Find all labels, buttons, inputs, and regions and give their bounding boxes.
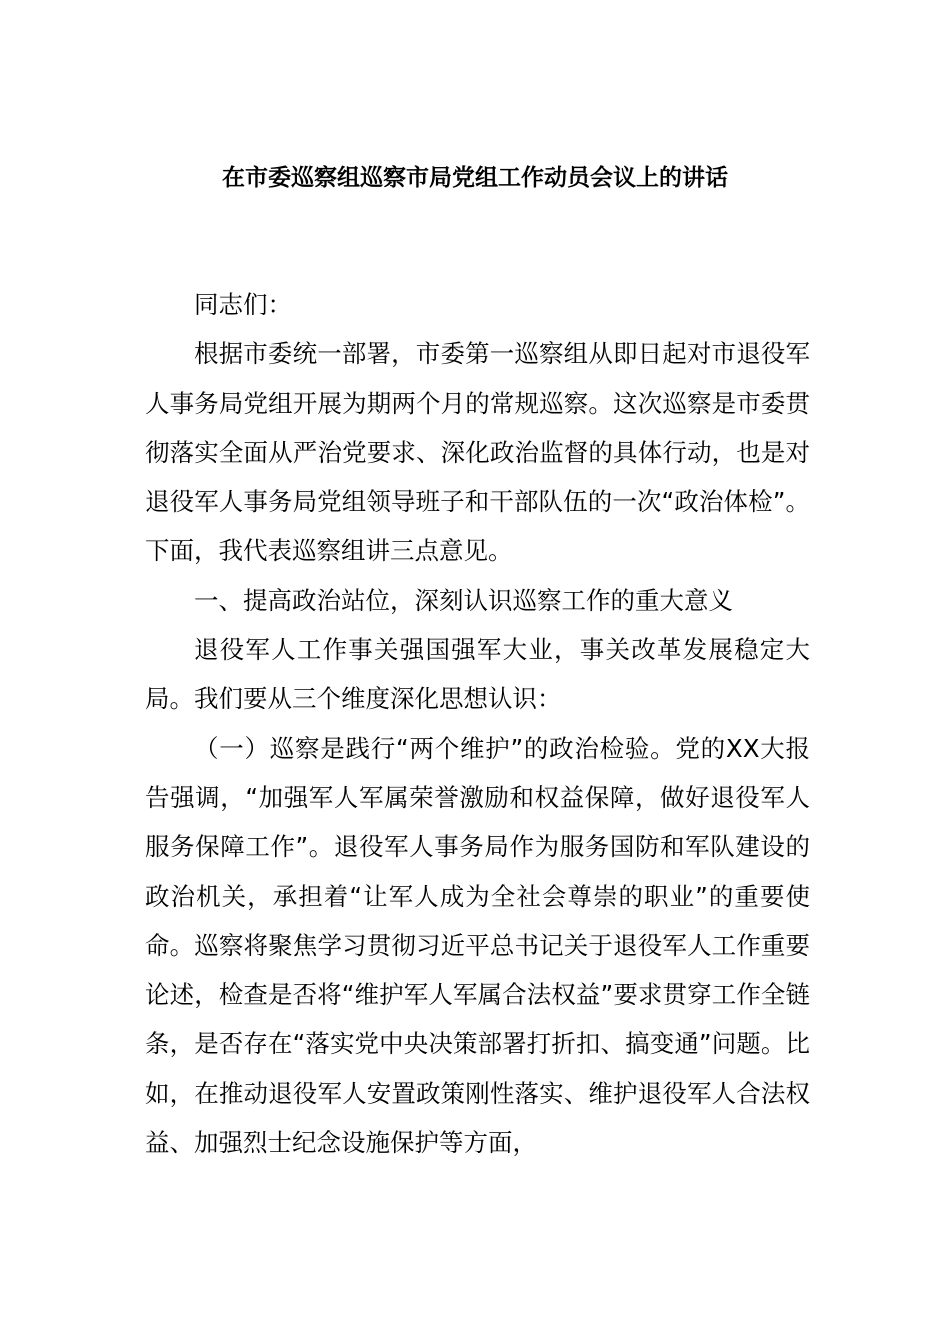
document-title: 在市委巡察组巡察市局党组工作动员会议上的讲话 (222, 165, 728, 191)
paragraph-section-1-intro: 退役军人工作事关强国强军大业，事关改革发展稳定大局。我们要从三个维度深化思想认识： (145, 635, 810, 714)
section-heading-1: 一、提高政治站位，深刻认识巡察工作的重大意义 (194, 585, 733, 615)
document-body (145, 280, 810, 1167)
paragraph-intro: 根据市委统一部署，市委第一巡察组从即日起对市退役军人事务局党组开展为期两个月的常规巡察。这次巡察是市委贯彻落实全面从严治党要求、深化政治监督的具体行动，也是对退役军人事务局党组领导班子和干部队伍的一次“政治体检”。下面，我代表巡察组讲三点意见。 (145, 339, 810, 566)
paragraph-greeting: 同志们： (194, 290, 292, 319)
paragraph-subsection-1: （一）巡察是践行“两个维护”的政治检验。党的XX大报告强调，“加强军人军属荣誉激励和权益保障，做好退役军人服务保障工作”。退役军人事务局作为服务国防和军队建设的政治机关，承担着“让军人成为全社会尊崇的职业”的重要使命。巡察将聚焦学习贯彻习近平总书记关于退役军人工作重要论述，检查是否将“维护军人军属合法权益”要求贯穿工作全链条，是否存在“落实党中央决策部署打折扣、搞变通”问题。比如，在推动退役军人安置政策刚性落实、维护退役军人合法权益、加强烈士纪念设施保护等方面， (145, 733, 810, 1158)
